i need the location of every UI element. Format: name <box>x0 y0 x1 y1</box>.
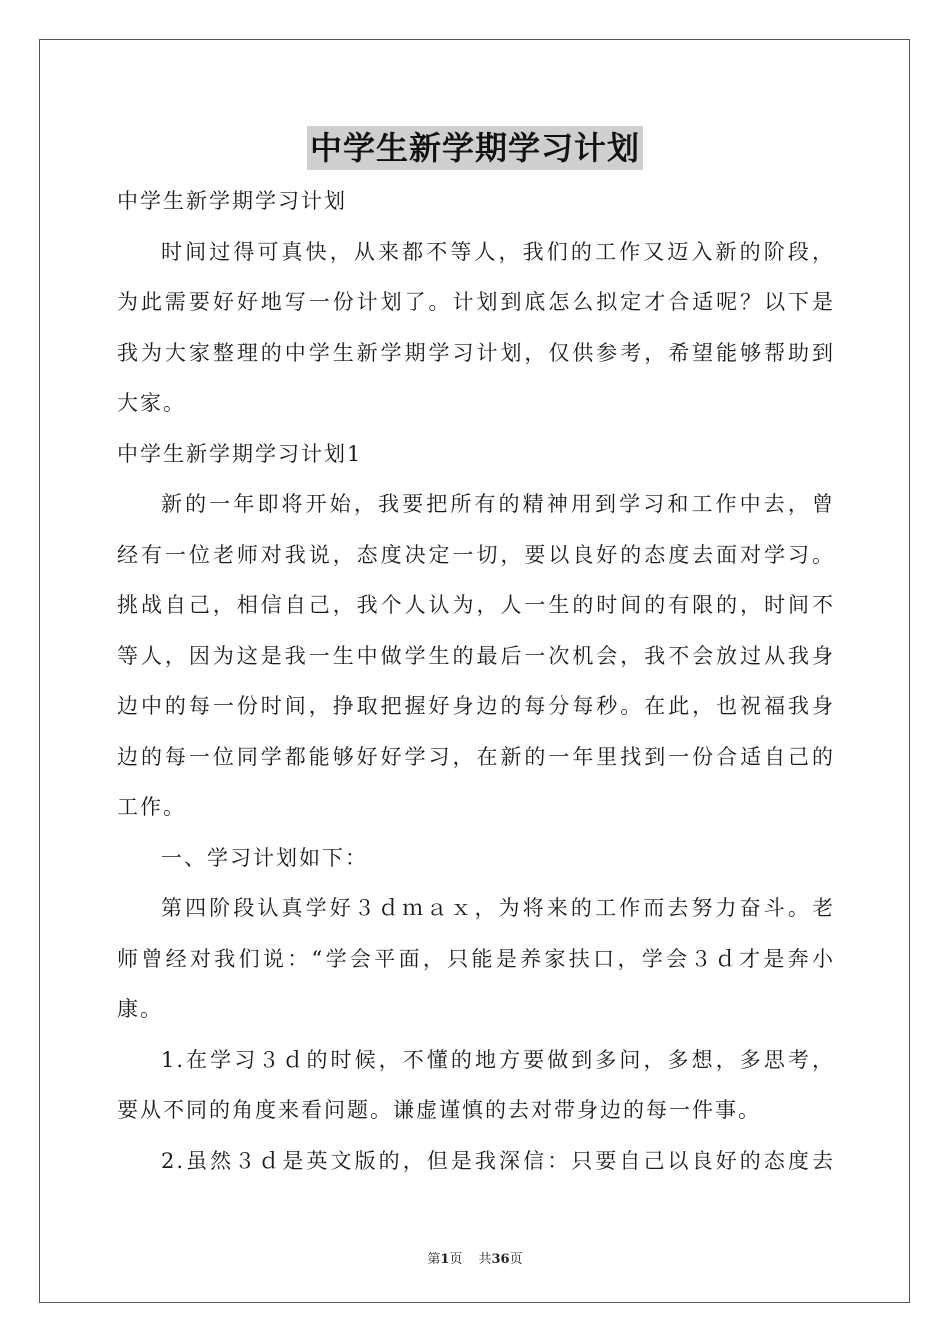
paragraph-line: 等人，因为这是我一生中做学生的最后一次机会，我不会放过从我身 <box>117 643 835 668</box>
page-footer <box>0 1248 950 1267</box>
list-item-line: 2.虽然３ｄ是英文版的，但是我深信：只要自己以良好的态度去 <box>161 1148 835 1173</box>
current-page-number: 1 <box>440 1252 450 1267</box>
list-item-line: 要从不同的角度来看问题。谦虚谨慎的去对带身边的每一件事。 <box>117 1098 761 1122</box>
document-title <box>0 126 950 170</box>
section-heading: 中学生新学期学习计划1 <box>117 441 363 466</box>
paragraph-line: 挑战自己，相信自己，我个人认为，人一生的时间的有限的，时间不 <box>117 593 835 617</box>
list-heading: 一、学习计划如下： <box>161 845 368 870</box>
paragraph-line: 新的一年即将开始，我要把所有的精神用到学习和工作中去，曾 <box>161 492 835 516</box>
page-prefix: 第 <box>427 1252 441 1267</box>
page-unit: 页 <box>449 1252 463 1267</box>
paragraph-line: 为此需要好好地写一份计划了。计划到底怎么拟定才合适呢？以下是 <box>117 290 835 314</box>
paragraph-line: 边的每一位同学都能够好好学习，在新的一年里找到一份合适自己的 <box>117 744 835 769</box>
paragraph-line: 大家。 <box>117 391 186 415</box>
paragraph-line: 边中的每一份时间，挣取把握好身边的每分每秒。在此，也祝福我身 <box>117 694 835 718</box>
document-title-text: 中学生新学期学习计划 <box>307 126 643 170</box>
document-body <box>117 176 835 1186</box>
paragraph-line: 师曾经对我们说：“学会平面，只能是养家扶口，学会３ｄ才是奔小 <box>117 946 835 971</box>
total-unit: 页 <box>509 1252 523 1267</box>
total-prefix: 共 <box>478 1252 492 1267</box>
paragraph-line: 工作。 <box>117 795 186 819</box>
list-item-line: 1.在学习３ｄ的时候，不懂的地方要做到多问，多想，多思考， <box>161 1047 835 1072</box>
paragraph-line: 经有一位老师对我说，态度决定一切，要以良好的态度去面对学习。 <box>117 542 835 567</box>
paragraph-line: 时间过得可真快，从来都不等人，我们的工作又迈入新的阶段， <box>161 239 835 264</box>
paragraph-line: 康。 <box>117 997 163 1021</box>
paragraph-line: 第四阶段认真学好３ｄｍａｘ，为将来的工作而去努力奋斗。老 <box>161 896 835 920</box>
paragraph-line: 我为大家整理的中学生新学期学习计划，仅供参考，希望能够帮助到 <box>117 340 835 365</box>
subtitle-line: 中学生新学期学习计划 <box>117 189 347 213</box>
total-pages-number: 36 <box>491 1252 510 1267</box>
